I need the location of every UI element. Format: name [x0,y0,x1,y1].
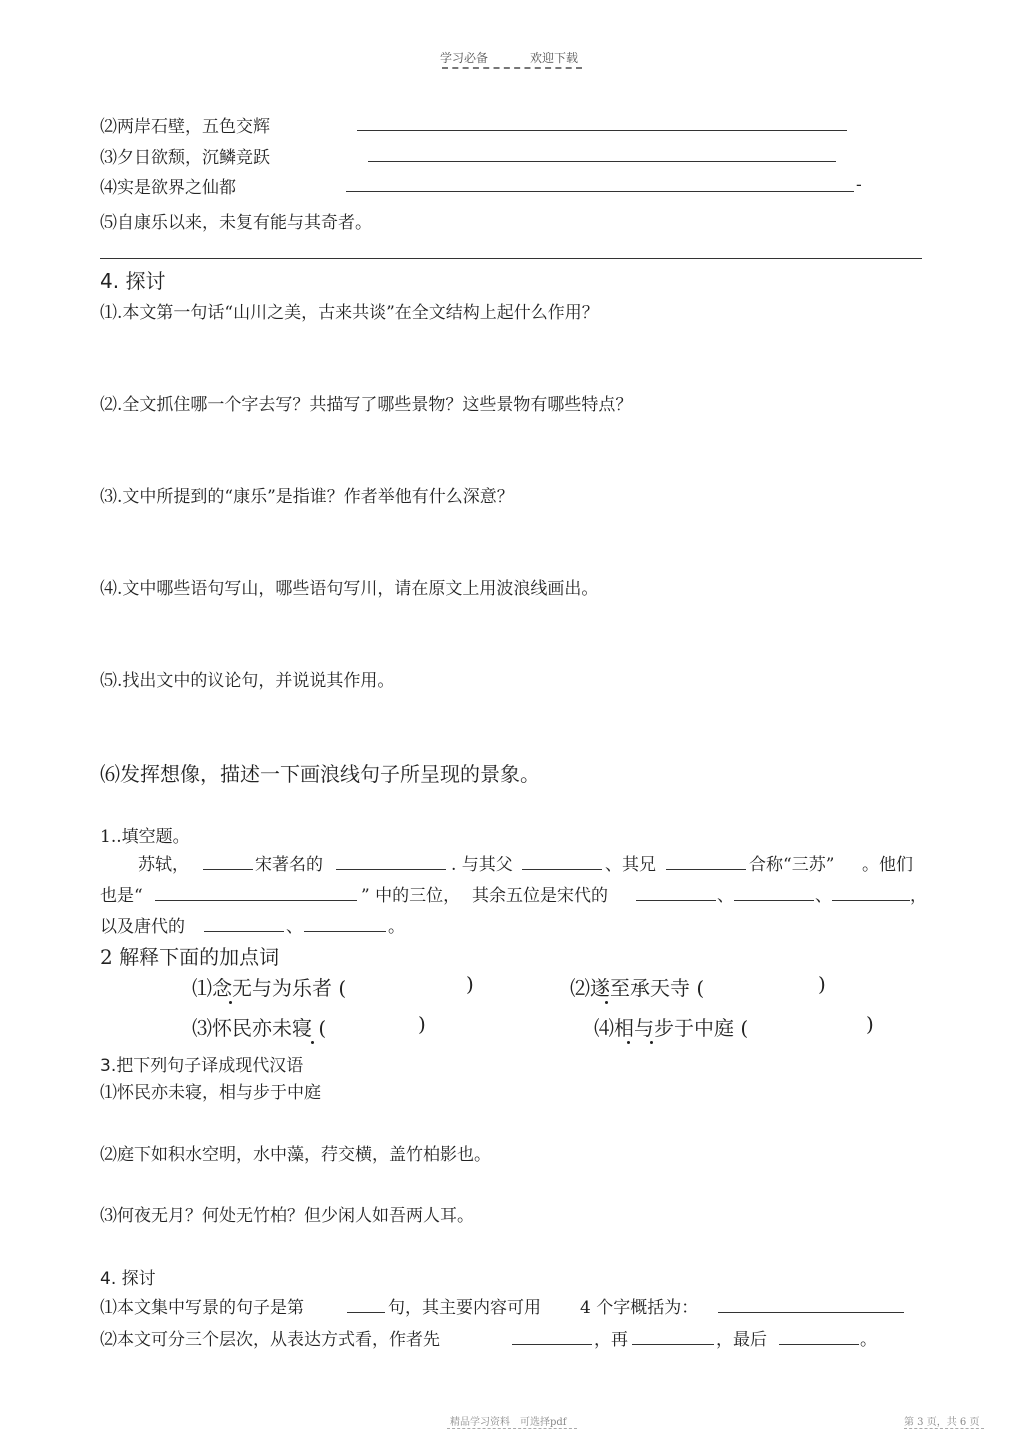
answer-line[interactable] [100,258,922,259]
fill-text: 宋著名的 [255,855,323,875]
discuss-text: ，最后 [716,1330,767,1350]
close-paren[interactable]: ) [866,1012,874,1036]
close-paren[interactable]: ) [418,1012,426,1036]
item4-trailing-dash: - [856,175,862,195]
answer-line[interactable] [368,161,836,162]
translate-sentence: ⑵庭下如积水空明，水中藻，荇交横，盖竹柏影也。 [100,1145,491,1165]
footer-dash [904,1428,984,1429]
question: ⑷.文中哪些语句写山，哪些语句写川，请在原文上用波浪线画出。 [100,579,599,599]
blank[interactable] [779,1344,859,1345]
footer-dash [447,1428,577,1429]
translate-sentence: ⑶何夜无月？何处无竹柏？但少闲人如吾两人耳。 [100,1206,474,1226]
header-right: 欢迎下载 [530,51,579,65]
section-title: 2 解释下面的加点词 [100,945,280,969]
answer-line[interactable] [346,191,854,192]
fill-text: . 与其父 [451,855,513,875]
blank[interactable] [336,869,446,870]
section-title: 1..填空题。 [100,827,190,847]
emphasis-dot [650,1041,653,1044]
emphasis-dot [627,1041,630,1044]
fill-text: ， [910,886,927,906]
footer-left: 精品学习资料 [450,1417,510,1428]
emphasis-dot [605,1001,608,1004]
blank[interactable] [512,1344,592,1345]
emphasis-dot [311,1041,314,1044]
fill-text: 、 [717,886,734,906]
explain-item-1: ⑴念无与为乐者 ( [192,976,347,1000]
footer-mid: 可选择pdf [520,1417,567,1428]
header-left: 学习必备 [440,51,489,65]
blank[interactable] [718,1312,904,1313]
discuss-text: ⑴本文集中写景的句子是第 [100,1298,304,1318]
blank[interactable] [347,1312,385,1313]
fill-text: 、其兄 [605,855,656,875]
answer-line[interactable] [357,130,847,131]
blank[interactable] [155,900,357,901]
emphasis-dot [229,1001,232,1004]
discuss-text: 4 个字概括为： [580,1298,699,1318]
fill-text: 。 [388,917,405,937]
blank[interactable] [636,900,716,901]
section-title: 4. 探讨 [100,269,166,293]
close-paren[interactable]: ) [466,972,474,996]
fill-text: 以及唐代的 [100,917,185,937]
blank[interactable] [304,931,386,932]
discuss-text: ，再 [594,1330,628,1350]
blank[interactable] [734,900,814,901]
question: ⑸.找出文中的议论句，并说说其作用。 [100,671,395,691]
fill-text: 、 [286,917,303,937]
fill-text: 、 [815,886,832,906]
header-divider [442,67,582,69]
question: ⑵.全文抓住哪一个字去写？共描写了哪些景物？这些景物有哪些特点？ [100,395,633,415]
question: ⑶.文中所提到的“康乐”是指谁？作者举他有什么深意？ [100,487,514,507]
blank[interactable] [632,1344,714,1345]
translate-item-2: ⑵两岸石壁，五色交辉 [100,117,270,137]
translate-sentence: ⑴怀民亦未寝，相与步于中庭 [100,1083,321,1103]
blank[interactable] [832,900,910,901]
translate-item-5: ⑸自康乐以来，未复有能与其奇者。 [100,213,372,233]
section-title: 4. 探讨 [100,1269,156,1289]
section-title: 3.把下列句子译成现代汉语 [100,1056,304,1076]
fill-text: 苏轼， [138,855,189,875]
question: ⑹发挥想像，描述一下画浪线句子所呈现的景象。 [100,762,540,786]
fill-text: 其余五位是宋代的 [472,886,608,906]
blank[interactable] [522,869,602,870]
discuss-text: ⑵本文可分三个层次，从表达方式看，作者先 [100,1330,440,1350]
fill-text: 也是“ [100,886,143,906]
explain-item-2: ⑵遂至承天寺 ( [570,976,705,1000]
translate-item-4: ⑷实是欲界之仙都 [100,178,236,198]
blank[interactable] [666,869,746,870]
fill-text: 合称“三苏” [749,855,835,875]
question: ⑴.本文第一句话“山川之美，古来共谈”在全文结构上起什么作用？ [100,303,599,323]
close-paren[interactable]: ) [818,972,826,996]
explain-item-4: ⑷相与步于中庭 ( [594,1016,749,1040]
discuss-text: 句，其主要内容可用 [388,1298,541,1318]
fill-text: 。他们 [862,855,913,875]
page-number: 第 3 页，共 6 页 [904,1417,980,1428]
translate-item-3: ⑶夕日欲颓，沉鳞竞跃 [100,148,270,168]
blank[interactable] [204,931,284,932]
fill-text: ” 中的三位， [361,886,461,906]
explain-item-3: ⑶怀民亦未寝 ( [192,1016,327,1040]
discuss-text: 。 [860,1330,877,1350]
blank[interactable] [203,869,253,870]
